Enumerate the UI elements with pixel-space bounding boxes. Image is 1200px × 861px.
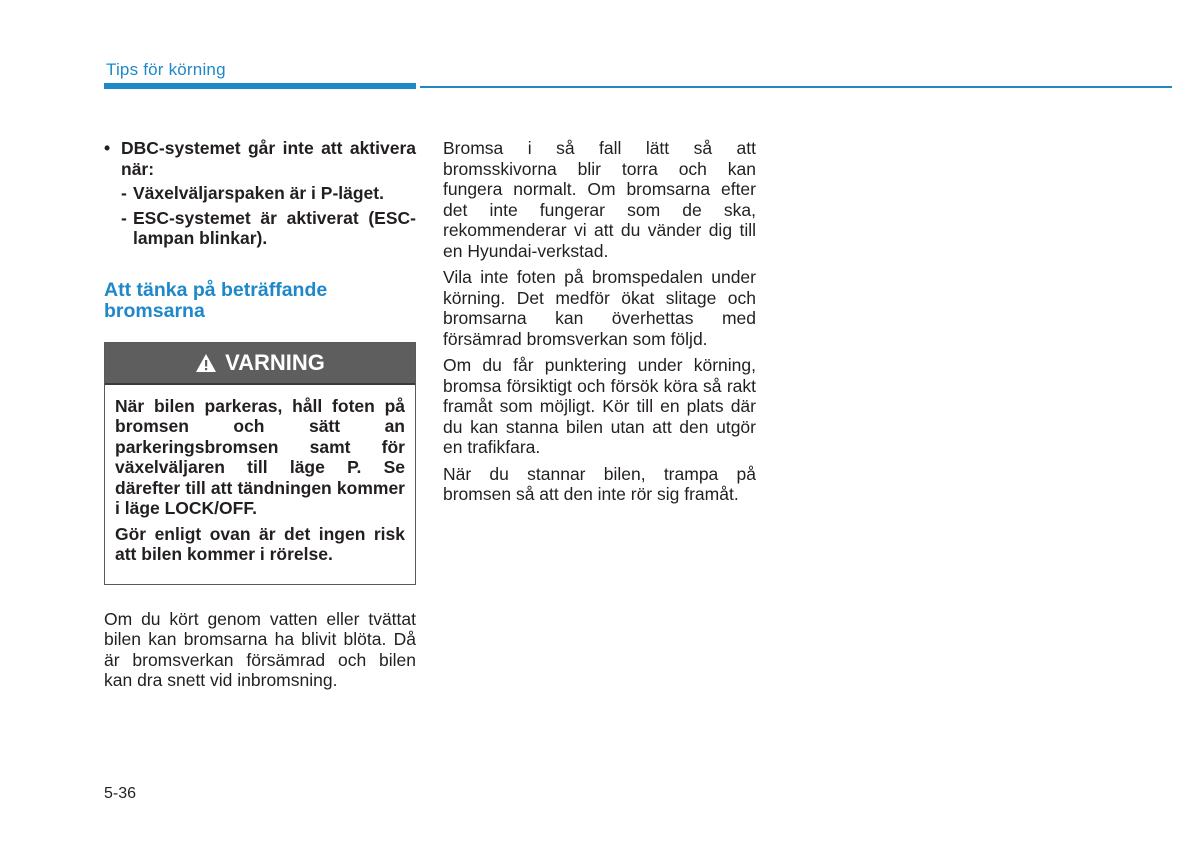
right-column bbox=[443, 138, 756, 511]
header-rule-thick bbox=[104, 83, 416, 89]
warning-triangle-icon bbox=[195, 353, 217, 373]
warning-paragraph: När bilen parkeras, håll foten på bromsen och sätt an parkeringsbromsen samt för växelväljaren till läge P. Se därefter till att tändningen kommer i läge LOCK/OFF. bbox=[115, 395, 405, 518]
body-paragraph: Om du får punktering under körning, bromsa försiktigt och försök köra så rakt framåt som möjligt. Kör till en plats där du kan stanna bilen utan att den utgör en trafikfara. bbox=[443, 355, 756, 457]
body-paragraph: Vila inte foten på bromspedalen under körning. Det medför ökat slitage och bromsarna kan överhettas med försämrad bromsverkan som följd. bbox=[443, 267, 756, 349]
dash-item bbox=[104, 208, 416, 249]
bullet-item bbox=[104, 138, 416, 179]
section-title: Tips för körning bbox=[106, 60, 226, 79]
page-number: 5-36 bbox=[104, 785, 137, 802]
dash-text: Växelväljarspaken är i P-läget. bbox=[133, 183, 384, 203]
warning-box bbox=[104, 342, 416, 585]
bullet-mark: • bbox=[104, 138, 111, 158]
warning-title: VARNING bbox=[225, 349, 325, 375]
bullet-text: DBC-systemet går inte att aktivera när: bbox=[121, 138, 416, 179]
dash-mark: - bbox=[121, 207, 127, 228]
section-heading: Att tänka på beträffande bromsarna bbox=[104, 278, 328, 322]
header-rule-thin bbox=[420, 86, 1172, 88]
dash-item bbox=[104, 183, 416, 204]
warning-header bbox=[105, 343, 415, 385]
body-paragraph: När du stannar bilen, trampa på bromsen så att den inte rör sig framåt. bbox=[443, 463, 756, 504]
dash-text: ESC-systemet är aktiverat (ESC-lampan blinkar). bbox=[133, 207, 416, 248]
body-paragraph: Om du kört genom vatten eller tvättat bilen kan bromsarna ha blivit blöta. Då är bromsverkan försämrad och bilen kan dra snett vid inbromsning. bbox=[104, 608, 416, 690]
body-paragraph: Bromsa i så fall lätt så att bromsskivorna blir torra och kan fungera normalt. Om bromsarna efter det inte fungerar som de ska, rekommenderar vi att du vänder dig till en Hyundai-verkstad. bbox=[443, 138, 756, 261]
warning-body bbox=[105, 385, 415, 584]
dash-mark: - bbox=[121, 183, 127, 203]
left-column bbox=[104, 138, 416, 697]
warning-paragraph: Gör enligt ovan är det ingen risk att bilen kommer i rörelse. bbox=[115, 523, 405, 564]
